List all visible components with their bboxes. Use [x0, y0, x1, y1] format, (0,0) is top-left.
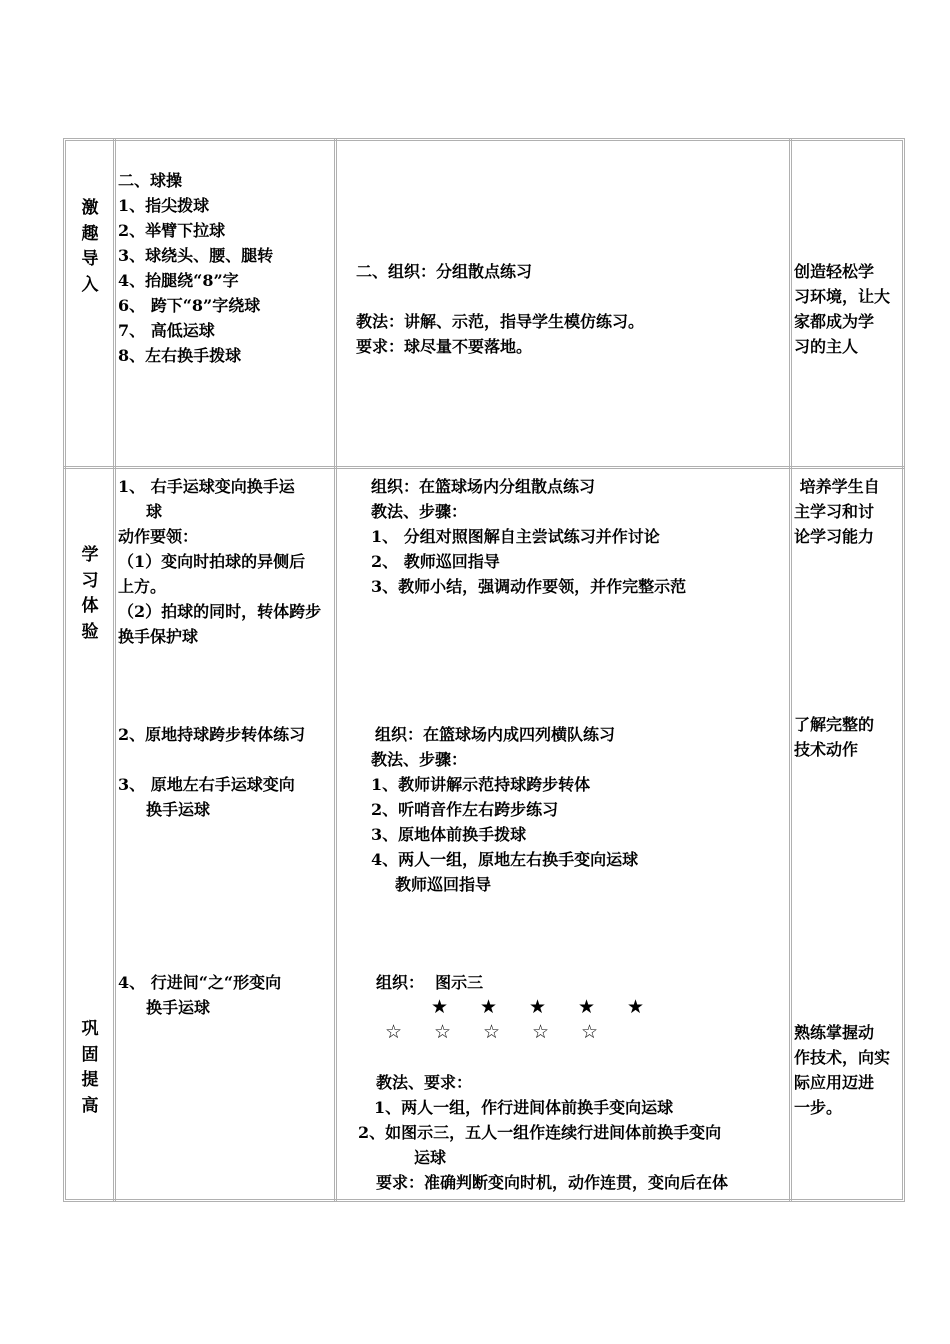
method-warmup: 二、组织：分组散点练习 教法：讲解、示范，指导学生模仿练习。 要求：球尽量不要落地。 — [356, 262, 645, 356]
outline-star-icon: ☆ — [483, 1021, 501, 1043]
category-learning: 学 习 体 验 — [81, 545, 99, 642]
outline-star-icon: ☆ — [434, 1021, 452, 1043]
column-divider — [334, 138, 337, 1202]
content-dribble-change: 1、 右手运球变向换手运 球 动作要领： （1）变向时拍球的异侧后 上方。 （2）拍球的同时，转体跨步 换手保护球 — [118, 477, 322, 646]
content-ball-drills: 二、球操 1、指尖拨球 2、举臂下拉球 3、球绕头、腰、腿转 4、抬腿绕“8”字 6、 跨下“8”字绕球 7、 高低运球 8、左右换手拨球 — [118, 171, 274, 365]
outline-star-icon: ☆ — [532, 1021, 550, 1043]
purpose-block-2: 了解完整的 技术动作 — [794, 715, 875, 759]
row-divider — [63, 466, 905, 469]
method-block-2: 组织：在篮球场内成四列横队练习 教法、步骤： 1、教师讲解示范持球跨步转体 2、听哨音作左右跨步练习 3、原地体前换手拨球 4、两人一组，原地左右换手变向运球 教师巡回指导 — [371, 725, 639, 894]
method-title-diagram: 组织： 图示三 — [376, 973, 484, 992]
purpose-consolidation: 熟练掌握动 作技术，向实 际应用迈进 一步。 — [794, 1023, 891, 1117]
formation-filled-stars — [431, 996, 676, 1018]
formation-outline-stars — [385, 1021, 630, 1043]
method-block-1: 组织：在篮球场内分组散点练习 教法、步骤： 1、 分组对照图解自主尝试练习并作讨论 2、 教师巡回指导 3、教师小结，强调动作要领，并作完整示范 — [371, 477, 687, 596]
category-consolidation: 巩 固 提 高 — [81, 1019, 99, 1116]
purpose-warmup: 创造轻松学 习环境，让大 家都成为学 习的主人 — [794, 262, 891, 356]
purpose-block-1: 培养学生自 主学习和讨 论学习能力 — [794, 477, 880, 546]
content-zigzag-dribble: 4、 行进间“之“形变向 换手运球 — [118, 973, 282, 1017]
filled-star-icon: ★ — [578, 996, 596, 1018]
filled-star-icon: ★ — [480, 996, 498, 1018]
outline-star-icon: ☆ — [385, 1021, 403, 1043]
column-divider — [789, 138, 792, 1202]
content-pivot-practice: 2、原地持球跨步转体练习 3、 原地左右手运球变向 换手运球 — [118, 725, 306, 819]
method-consolidation: 教法、要求： 1、两人一组，作行进间体前换手变向运球 2、如图示三，五人一组作连续行进间体前换手变向 运球 要求：准确判断变向时机，动作连贯，变向后在体 — [358, 1073, 729, 1192]
outline-star-icon: ☆ — [581, 1021, 599, 1043]
filled-star-icon: ★ — [431, 996, 449, 1018]
filled-star-icon: ★ — [529, 996, 547, 1018]
filled-star-icon: ★ — [627, 996, 645, 1018]
category-warmup: 激 趣 导 入 — [81, 198, 99, 295]
